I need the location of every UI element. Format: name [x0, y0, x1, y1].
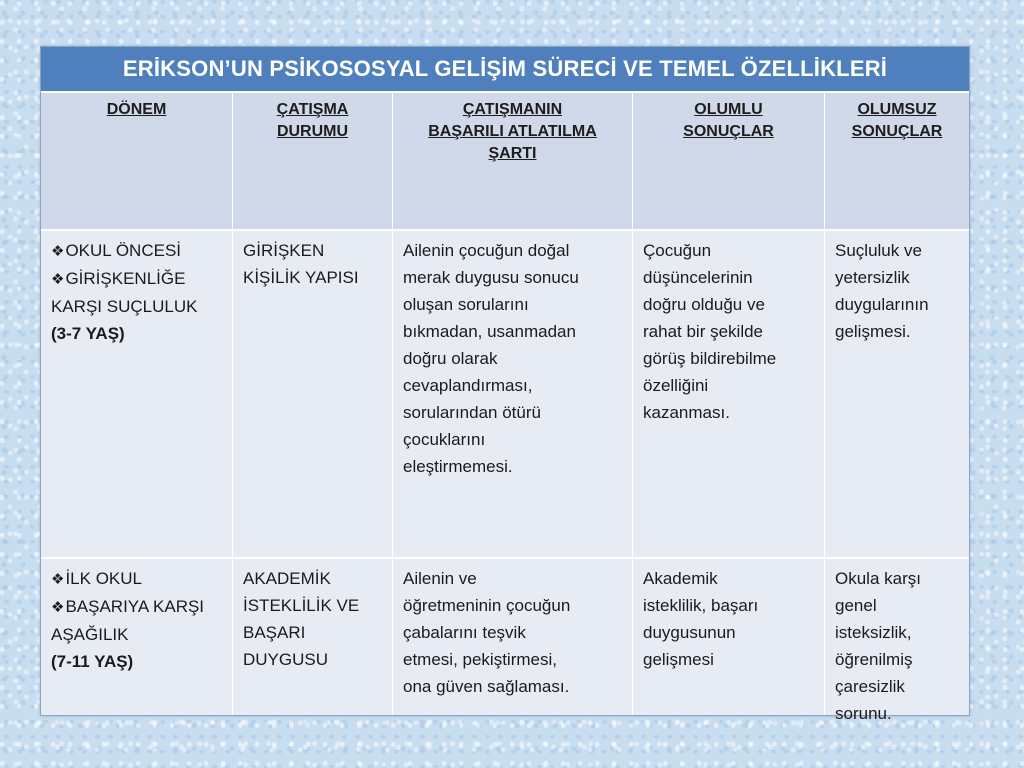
header-line: ÇATIŞMA [276, 101, 349, 118]
header-line: ÇATIŞMANIN [462, 101, 563, 118]
cell-line: Ailenin ve [403, 569, 477, 588]
header-line: SONUÇLAR [851, 123, 943, 140]
header-olumsuz-sonuclar [825, 93, 969, 229]
cell-line: DUYGUSU [243, 650, 329, 669]
age-range: (3-7 YAŞ) [51, 324, 125, 343]
cell-line: isteklilik, başarı [643, 596, 759, 615]
cell-line: görüş bildirebilme [643, 349, 777, 368]
header-olumlu-sonuclar [633, 93, 825, 229]
header-line: DURUMU [276, 123, 349, 140]
cell-line: oluşan sorularını [403, 295, 529, 314]
period-bullet [51, 265, 224, 320]
period-cell [41, 559, 233, 715]
cell-line: sorunu. [835, 704, 892, 723]
period-text: BAŞARIYA KARŞI AŞAĞILIK [51, 597, 205, 644]
cell-line: BAŞARI [243, 623, 306, 642]
diamond-bullet-icon: ❖ [51, 599, 65, 616]
cell-line: doğru olarak [403, 349, 498, 368]
header-donem-line: DÖNEM [106, 101, 167, 118]
condition-cell [393, 231, 633, 557]
header-line: BAŞARILI ATLATILMA [428, 123, 597, 140]
conflict-cell [233, 559, 393, 715]
cell-line: etmesi, pekiştirmesi, [403, 650, 557, 669]
erikson-table [40, 46, 970, 723]
header-line: SONUÇLAR [683, 123, 774, 140]
period-text: OKUL ÖNCESİ [65, 241, 182, 260]
cell-line: duygularının [835, 295, 929, 314]
cell-line: kazanması. [643, 403, 730, 422]
cell-line: İSTEKLİLİK VE [243, 596, 360, 615]
negative-cell [825, 231, 969, 557]
period-text: GİRİŞKENLİĞE KARŞI SUÇLULUK [51, 269, 198, 316]
negative-cell [825, 559, 969, 723]
cell-line: gelişmesi. [835, 322, 911, 341]
header-atlatilma-sarti [393, 93, 633, 229]
cell-line: Ailenin çocuğun doğal [403, 241, 570, 260]
header-line: ŞARTI [488, 145, 537, 162]
diamond-bullet-icon: ❖ [51, 243, 65, 260]
table-row [41, 559, 969, 723]
table-title: ERİKSON’UN PSİKOSOSYAL GELİŞİM SÜRECİ VE TEMEL ÖZELLİKLERİ [41, 47, 969, 93]
cell-line: yetersizlik [835, 268, 910, 287]
cell-line: Akademik [643, 569, 718, 588]
cell-line: isteksizlik, [835, 623, 912, 642]
cell-line: özelliğini [643, 376, 709, 395]
cell-line: eleştirmemesi. [403, 457, 513, 476]
cell-line: rahat bir şekilde [643, 322, 764, 341]
period-cell [41, 231, 233, 557]
cell-line: AKADEMİK [243, 569, 331, 588]
age-range: (7-11 YAŞ) [51, 652, 134, 671]
period-bullet [51, 237, 224, 265]
cell-line: cevaplandırması, [403, 376, 533, 395]
diamond-bullet-icon: ❖ [51, 271, 65, 288]
cell-line: öğrenilmiş [835, 650, 913, 669]
cell-line: ona güven sağlaması. [403, 677, 570, 696]
cell-line: GİRİŞKEN [243, 241, 325, 260]
cell-line: öğretmeninin çocuğun [403, 596, 571, 615]
header-catisma-durumu [233, 93, 393, 229]
cell-line: çaresizlik [835, 677, 905, 696]
period-bullet [51, 565, 224, 593]
header-donem [41, 93, 233, 229]
cell-line: gelişmesi [643, 650, 714, 669]
condition-cell [393, 559, 633, 715]
cell-line: Suçluluk ve [835, 241, 922, 260]
cell-line: KİŞİLİK YAPISI [243, 268, 359, 287]
header-line: OLUMSUZ [857, 101, 937, 118]
cell-line: sorularından ötürü [403, 403, 541, 422]
positive-cell [633, 231, 825, 557]
period-text: İLK OKUL [65, 569, 142, 588]
period-bullet [51, 593, 224, 648]
cell-line: çabalarını teşvik [403, 623, 526, 642]
positive-cell [633, 559, 825, 715]
cell-line: duygusunun [643, 623, 736, 642]
cell-line: bıkmadan, usanmadan [403, 322, 576, 341]
cell-line: Çocuğun [643, 241, 712, 260]
header-row [41, 93, 969, 231]
cell-line: düşüncelerinin [643, 268, 753, 287]
conflict-cell [233, 231, 393, 557]
diamond-bullet-icon: ❖ [51, 571, 65, 588]
header-line: OLUMLU [694, 101, 763, 118]
cell-line: doğru olduğu ve [643, 295, 765, 314]
cell-line: Okula karşı [835, 569, 921, 588]
table-row [41, 231, 969, 559]
cell-line: merak duygusu sonucu [403, 268, 579, 287]
cell-line: genel [835, 596, 877, 615]
cell-line: çocuklarını [403, 430, 486, 449]
